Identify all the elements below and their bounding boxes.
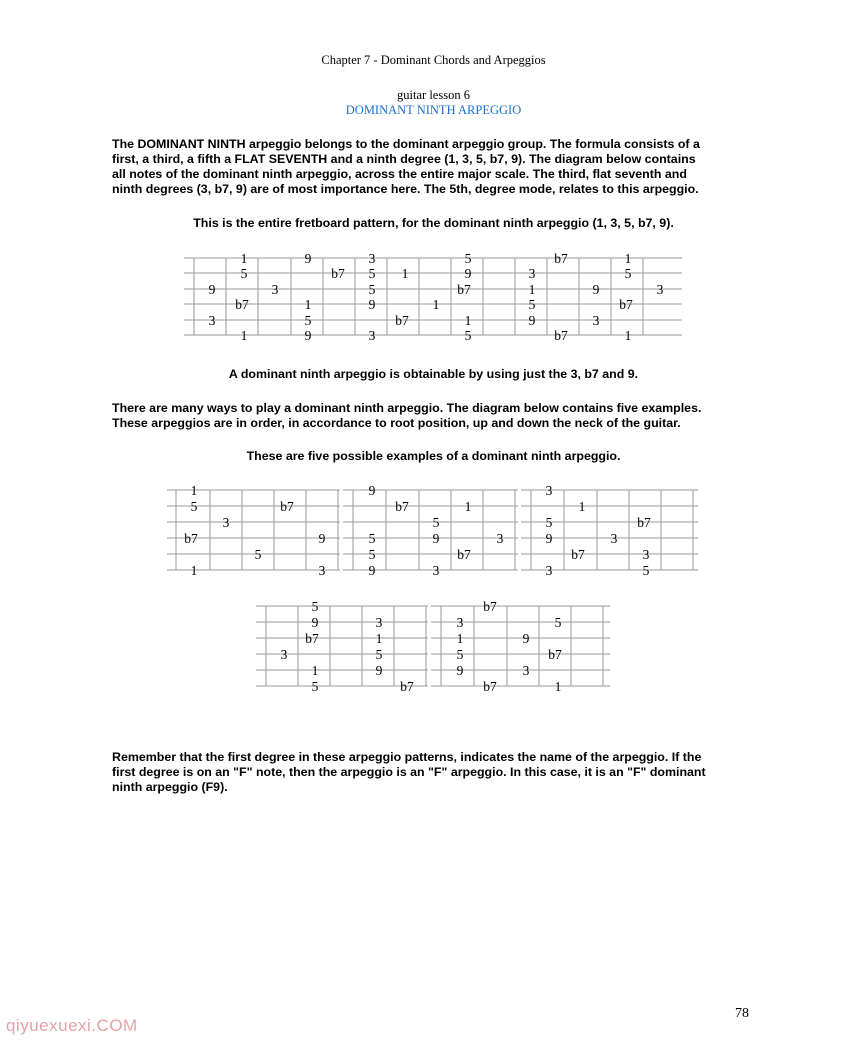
note: b7 bbox=[457, 282, 471, 297]
note: 1 bbox=[190, 563, 198, 578]
note: 3 bbox=[522, 663, 530, 678]
note: b7 bbox=[548, 647, 562, 662]
note: 1 bbox=[190, 483, 198, 498]
note: 5 bbox=[545, 515, 553, 530]
note: 3 bbox=[545, 483, 553, 498]
note: 9 bbox=[464, 266, 472, 281]
intro-line: The DOMINANT NINTH arpeggio belongs to the dominant arpeggio group. The formula consists of a bbox=[112, 137, 700, 151]
note: 5 bbox=[464, 328, 472, 343]
note: 5 bbox=[432, 515, 440, 530]
note: 5 bbox=[624, 266, 632, 281]
note: 3 bbox=[642, 547, 650, 562]
note: b7 bbox=[395, 313, 409, 328]
note: 9 bbox=[311, 615, 319, 630]
note: 5 bbox=[368, 531, 376, 546]
intro-line: first, a third, a fifth a FLAT SEVENTH and a ninth degree (1, 3, 5, b7, 9). The diagram below contains bbox=[112, 152, 696, 166]
note: 9 bbox=[528, 313, 536, 328]
note: 3 bbox=[368, 251, 376, 266]
note: 5 bbox=[642, 563, 650, 578]
note: 1 bbox=[240, 328, 248, 343]
note: 3 bbox=[610, 531, 618, 546]
examples-caption: These are five possible examples of a dominant ninth arpeggio. bbox=[246, 449, 621, 463]
note: 5 bbox=[240, 266, 248, 281]
note: 1 bbox=[240, 251, 248, 266]
note: 1 bbox=[375, 631, 383, 646]
note: 3 bbox=[208, 313, 216, 328]
page-number: 78 bbox=[735, 1006, 749, 1021]
note: 1 bbox=[624, 328, 632, 343]
note: 5 bbox=[456, 647, 464, 662]
examples-paragraph bbox=[112, 401, 752, 431]
note: 1 bbox=[432, 297, 440, 312]
note: b7 bbox=[305, 631, 319, 646]
note: b7 bbox=[395, 499, 409, 514]
note: b7 bbox=[483, 679, 497, 694]
note: 5 bbox=[554, 615, 562, 630]
note: 1 bbox=[401, 266, 409, 281]
note: 1 bbox=[464, 499, 472, 514]
note: 5 bbox=[190, 499, 198, 514]
examples-line: There are many ways to play a dominant ninth arpeggio. The diagram below contains five examples. bbox=[112, 401, 702, 415]
note: 3 bbox=[432, 563, 440, 578]
note: 5 bbox=[368, 547, 376, 562]
note: 3 bbox=[375, 615, 383, 630]
note: 9 bbox=[545, 531, 553, 546]
note: 5 bbox=[375, 647, 383, 662]
note: b7 bbox=[483, 599, 497, 614]
note: 9 bbox=[375, 663, 383, 678]
note: 1 bbox=[554, 679, 562, 694]
note: b7 bbox=[457, 547, 471, 562]
note: 3 bbox=[456, 615, 464, 630]
note: 5 bbox=[311, 679, 319, 694]
note: 3 bbox=[222, 515, 230, 530]
note: 9 bbox=[456, 663, 464, 678]
note: 5 bbox=[304, 313, 312, 328]
closing-line: Remember that the first degree in these arpeggio patterns, indicates the name of the arpeggio. If the bbox=[112, 750, 702, 764]
fretboard-caption: This is the entire fretboard pattern, for the dominant ninth arpeggio (1, 3, 5, b7, 9). bbox=[193, 216, 674, 230]
examples-line: These arpeggios are in order, in accordance to root position, up and down the neck of the guitar. bbox=[112, 416, 681, 430]
note: 9 bbox=[318, 531, 326, 546]
closing-paragraph bbox=[112, 750, 752, 795]
closing-line: ninth arpeggio (F9). bbox=[112, 780, 228, 794]
note: b7 bbox=[400, 679, 414, 694]
arpeggio-example-4 bbox=[256, 606, 428, 686]
note: 5 bbox=[311, 599, 319, 614]
lesson-title: DOMINANT NINTH ARPEGGIO bbox=[345, 103, 522, 117]
note: 1 bbox=[624, 251, 632, 266]
note: 9 bbox=[304, 251, 312, 266]
note: b7 bbox=[554, 328, 568, 343]
note: 3 bbox=[656, 282, 664, 297]
note: b7 bbox=[331, 266, 345, 281]
note: 1 bbox=[528, 282, 536, 297]
note: 9 bbox=[368, 563, 376, 578]
arpeggio-example-3 bbox=[521, 490, 698, 570]
note: b7 bbox=[184, 531, 198, 546]
note: 3 bbox=[318, 563, 326, 578]
note: 3 bbox=[271, 282, 279, 297]
lesson-label: guitar lesson 6 bbox=[397, 88, 470, 102]
intro-line: all notes of the dominant ninth arpeggio, across the entire major scale. The third, flat seventh and bbox=[112, 167, 687, 181]
note: 3 bbox=[368, 328, 376, 343]
note: 3 bbox=[280, 647, 288, 662]
note: 5 bbox=[368, 282, 376, 297]
note: 9 bbox=[368, 483, 376, 498]
note: 1 bbox=[578, 499, 586, 514]
chapter-header: Chapter 7 - Dominant Chords and Arpeggios bbox=[321, 53, 546, 67]
note: 3 bbox=[592, 313, 600, 328]
note: 5 bbox=[464, 251, 472, 266]
site-watermark: qiyuexuexi.COM bbox=[6, 1016, 138, 1035]
note: 9 bbox=[432, 531, 440, 546]
note: b7 bbox=[571, 547, 585, 562]
note: 1 bbox=[456, 631, 464, 646]
note: 9 bbox=[522, 631, 530, 646]
note: 9 bbox=[208, 282, 216, 297]
note: 1 bbox=[304, 297, 312, 312]
note: b7 bbox=[619, 297, 633, 312]
note: 3 bbox=[545, 563, 553, 578]
note: 9 bbox=[368, 297, 376, 312]
note: 1 bbox=[464, 313, 472, 328]
note: 3 bbox=[496, 531, 504, 546]
note: b7 bbox=[235, 297, 249, 312]
closing-line: first degree is on an "F" note, then the arpeggio is an "F" arpeggio. In this case, it is an "F" dominant bbox=[112, 765, 706, 779]
intro-line: ninth degrees (3, b7, 9) are of most importance here. The 5th, degree mode, relates to this arpeggio. bbox=[112, 182, 699, 196]
note: b7 bbox=[637, 515, 651, 530]
note: 5 bbox=[528, 297, 536, 312]
note: 9 bbox=[592, 282, 600, 297]
note: b7 bbox=[280, 499, 294, 514]
note: 1 bbox=[311, 663, 319, 678]
obtainable-note: A dominant ninth arpeggio is obtainable by using just the 3, b7 and 9. bbox=[228, 367, 639, 381]
note: b7 bbox=[554, 251, 568, 266]
note: 5 bbox=[368, 266, 376, 281]
note: 9 bbox=[304, 328, 312, 343]
note: 3 bbox=[528, 266, 536, 281]
note: 5 bbox=[254, 547, 262, 562]
